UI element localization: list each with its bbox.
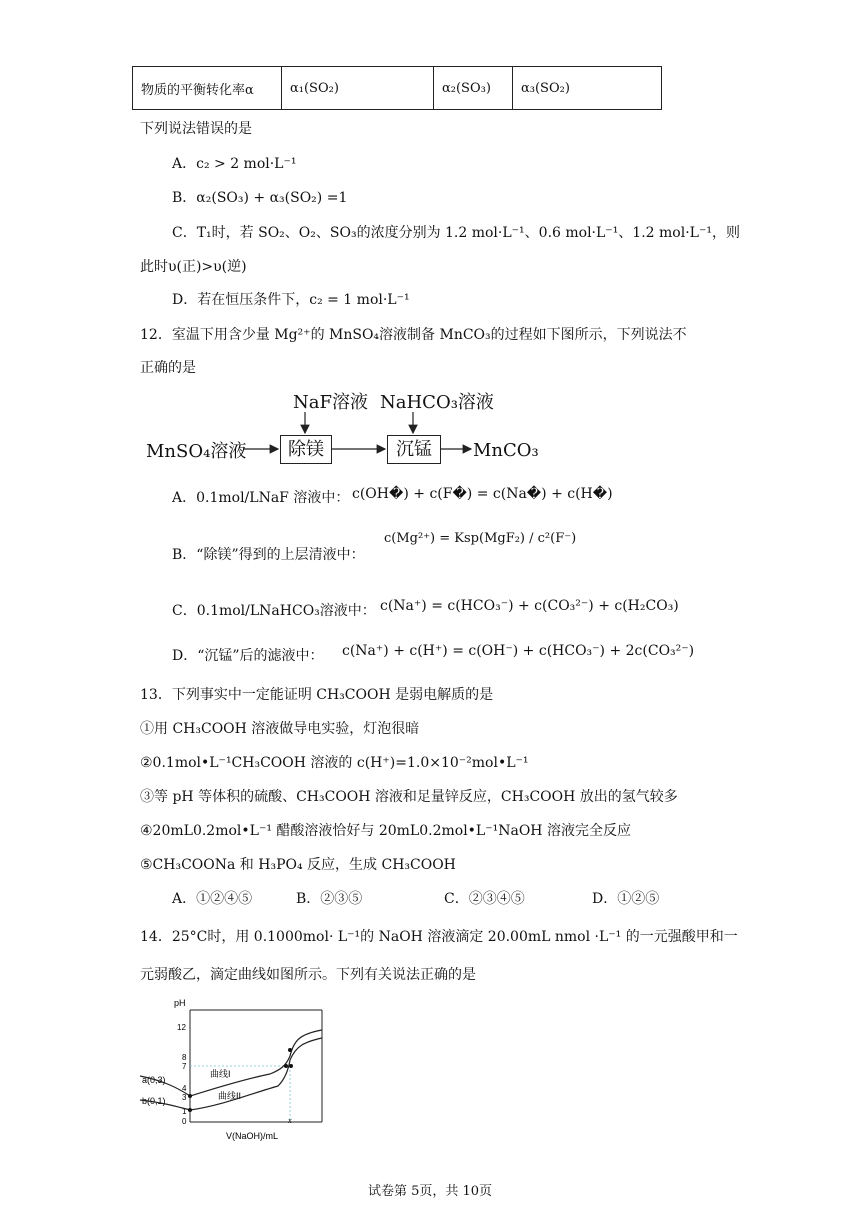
point-b-label: b(0,1): [142, 1096, 166, 1106]
q11-option-c-line1: C．T₁时，若 SO₂、O₂、SO₃的浓度分别为 1.2 mol·L⁻¹、0.6 mol·L⁻¹、1.2 mol·L⁻¹，则: [172, 225, 740, 241]
q11-stem: 下列说法错误的是: [140, 121, 252, 137]
product-mnco3: MnCO₃: [473, 440, 539, 461]
flow-arrows: [0, 0, 860, 480]
q13-option-a: A．①②④⑤: [172, 891, 253, 907]
q12-stem-line1: 12．室温下用含少量 Mg²⁺的 MnSO₄溶液制备 MnCO₃的过程如下图所示，下列说法不: [140, 327, 687, 343]
q13-stem: 13．下列事实中一定能证明 CH₃COOH 是弱电解质的是: [140, 687, 494, 703]
q12-stem-line2: 正确的是: [140, 360, 196, 376]
q13-option-d: D．①②⑤: [592, 891, 660, 907]
curve-1-line: [140, 1030, 322, 1096]
y-tick-0: 0: [182, 1117, 187, 1126]
start-mnso4: MnSO₄溶液: [146, 441, 247, 462]
q13-item-4: ④20mL0.2mol•L⁻¹ 醋酸溶液恰好与 20mL0.2mol•L⁻¹NaOH 溶液完全反应: [140, 823, 631, 839]
q14-stem-line1: 14．25°C时，用 0.1000mol· L⁻¹的 NaOH 溶液滴定 20.00mL nmol ·L⁻¹ 的一元强酸甲和一: [140, 929, 738, 945]
q14-stem-line2: 元弱酸乙，滴定曲线如图所示。下列有关说法正确的是: [140, 967, 476, 983]
q12-option-d-label: D．“沉锰”后的滤液中：: [172, 648, 324, 664]
equivalence-point-1: [284, 1064, 288, 1068]
y-tick-8: 8: [182, 1053, 187, 1062]
q13-item-3: ③等 pH 等体积的硫酸、CH₃COOH 溶液和足量锌反应，CH₃COOH 放出的氢气较多: [140, 789, 678, 805]
q12-option-b-label: B．“除镁”得到的上层清液中：: [172, 547, 365, 563]
table-cell-alpha3: α₃(SO₂): [513, 67, 662, 110]
q13-item-5: ⑤CH₃COONa 和 H₃PO₄ 反应，生成 CH₃COOH: [140, 857, 456, 873]
y-tick-4: 4: [182, 1084, 187, 1093]
point-a-label: a(0,3): [142, 1075, 166, 1085]
q12-option-a-equation: c(OH�) + c(F�) = c(Na�) + c(H�): [352, 486, 613, 502]
page-footer: 试卷第 5页，共 10页: [367, 1184, 493, 1199]
equivalence-point-2: [289, 1064, 293, 1068]
q13-option-c: C．②③④⑤: [444, 891, 525, 907]
q11-option-c-line2: 此时υ(正)>υ(逆): [140, 259, 247, 275]
q13-item-1: ①用 CH₃COOH 溶液做导电实验，灯泡很暗: [140, 721, 420, 737]
step-remove-mg: 除镁: [280, 435, 332, 464]
y-tick-12: 12: [177, 1023, 186, 1032]
x-mark: x: [288, 1116, 292, 1125]
reagent-naf: NaF溶液: [293, 392, 368, 413]
x-axis-label: V(NaOH)/mL: [226, 1131, 279, 1141]
q13-item-2: ②0.1mol•L⁻¹CH₃COOH 溶液的 c(H⁺)=1.0×10⁻²mol•L⁻¹: [140, 755, 529, 771]
table-cell-alpha2: α₂(SO₃): [434, 67, 513, 110]
q12-option-c-equation: c(Na⁺) = c(HCO₃⁻) + c(CO₃²⁻) + c(H₂CO₃): [380, 598, 679, 614]
q12-option-c-label: C．0.1mol/LNaHCO₃溶液中：: [172, 603, 376, 619]
q11-option-d: D．若在恒压条件下，c₂ = 1 mol·L⁻¹: [172, 292, 410, 308]
curve1-label: 曲线I: [210, 1069, 231, 1079]
q11-option-a: A．c₂ > 2 mol·L⁻¹: [172, 156, 297, 172]
q11-option-b: B．α₂(SO₃) + α₃(SO₂) =1: [172, 190, 348, 206]
y-tick-1: 1: [182, 1107, 187, 1116]
q12-option-d-equation: c(Na⁺) + c(H⁺) = c(OH⁻) + c(HCO₃⁻) + 2c(CO₃²⁻): [342, 643, 695, 659]
y-tick-7: 7: [182, 1062, 187, 1071]
table-cell-label: 物质的平衡转化率α: [133, 67, 282, 110]
q12-option-a-label: A．0.1mol/LNaF 溶液中：: [172, 490, 350, 506]
reagent-nahco3: NaHCO₃溶液: [380, 392, 494, 413]
curve2-label: 曲线II: [218, 1091, 242, 1101]
q13-option-b: B．②③⑤: [296, 891, 363, 907]
y-tick-3: 3: [182, 1093, 187, 1102]
point-a-marker: [188, 1094, 192, 1098]
q12-option-b-equation: c(Mg²⁺) = Ksp(MgF₂) / c²(F⁻): [384, 531, 577, 546]
y-axis-label: pH: [174, 998, 186, 1008]
point-b-marker: [188, 1108, 192, 1112]
titration-graph: [130, 990, 340, 1150]
step-precipitate-mn: 沉锰: [387, 435, 441, 464]
table-cell-alpha1: α₁(SO₂): [282, 67, 434, 110]
point-upper: [288, 1048, 292, 1052]
